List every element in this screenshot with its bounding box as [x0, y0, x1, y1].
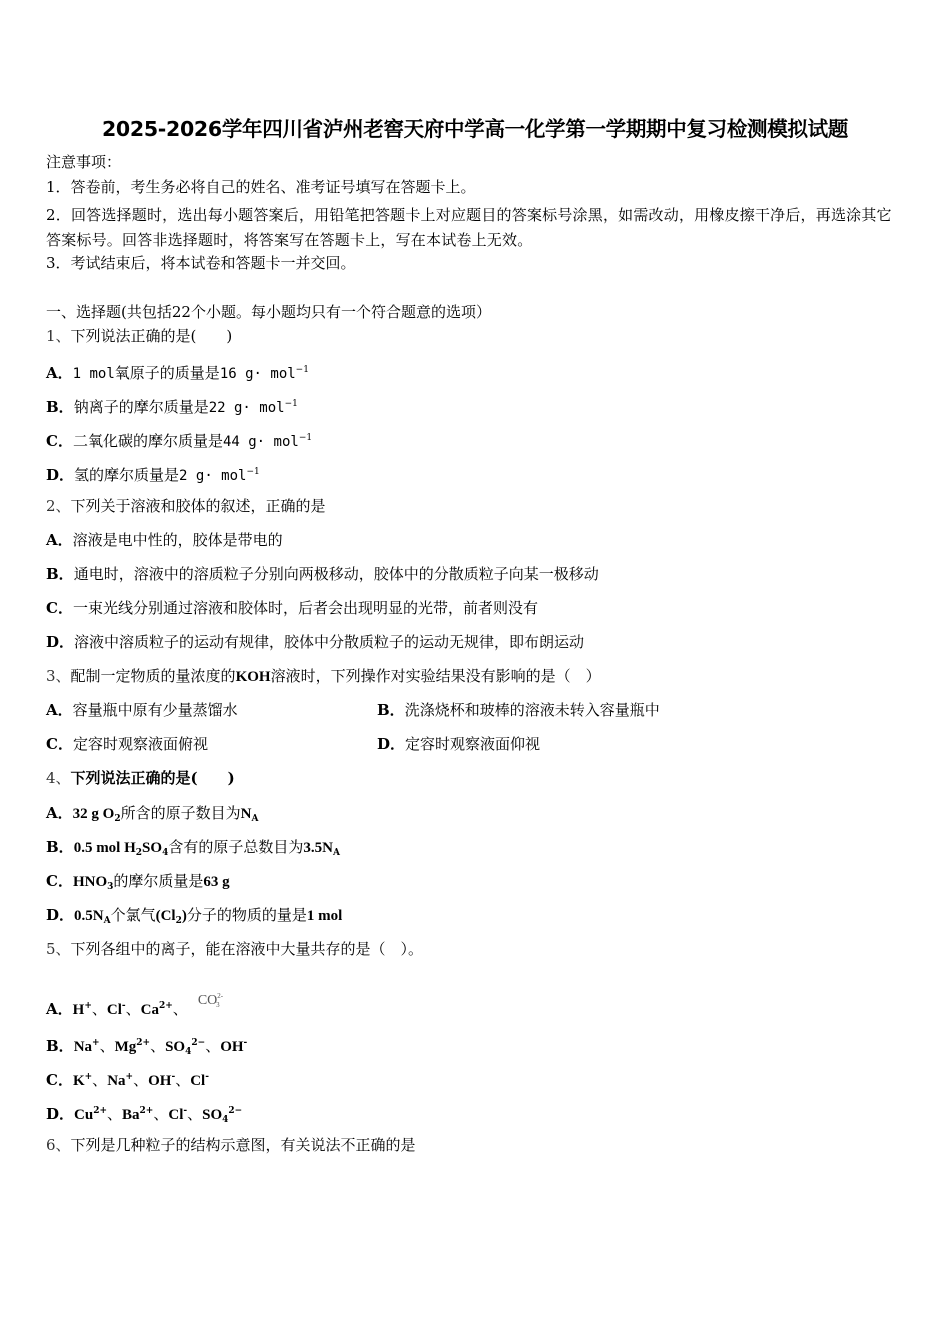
option-text: 的摩尔质量是	[113, 872, 204, 890]
separator: 、	[92, 1071, 108, 1089]
option-text: 容量瓶中原有少量蒸馏水	[72, 701, 238, 719]
ion: Mg	[114, 1039, 137, 1055]
separator: 、	[133, 1071, 149, 1089]
charge: 2-	[217, 992, 224, 1000]
option-label: C．	[46, 599, 73, 617]
ion: OH	[220, 1039, 244, 1055]
question-5-stem	[46, 939, 423, 959]
option-label: B．	[46, 398, 74, 416]
option-label: A．	[46, 531, 73, 549]
charge: -	[121, 1001, 126, 1011]
carbonate-ion-image	[197, 986, 224, 1015]
charge: -	[243, 1038, 248, 1048]
charge: 2+	[158, 1001, 173, 1011]
option-value: 16 g· mol	[219, 366, 296, 382]
option-label: A．	[46, 804, 73, 822]
option-text: 溶液是电中性的，胶体是带电的	[72, 531, 283, 549]
question-3-option-b	[377, 700, 660, 720]
question-4-option-c	[46, 871, 230, 897]
separator: 、	[150, 1037, 166, 1055]
charge: 2+	[93, 1106, 108, 1116]
ion: K	[72, 1073, 85, 1089]
option-label: D．	[46, 633, 75, 651]
question-2-stem	[46, 496, 326, 516]
option-label: A．	[46, 701, 73, 719]
separator: 、	[91, 1000, 107, 1018]
question-4-stem	[46, 768, 235, 788]
question-2-option-c	[46, 598, 538, 618]
question-2-option-d	[46, 632, 584, 652]
formula: SO	[142, 840, 163, 856]
option-label: C．	[46, 735, 73, 753]
question-number: 2、	[46, 497, 71, 515]
charge: 2−	[191, 1038, 206, 1048]
option-label: D．	[377, 735, 406, 753]
separator: 、	[153, 1105, 169, 1123]
option-text: 钠离子的摩尔质量是	[73, 398, 209, 416]
superscript: −1	[298, 433, 313, 443]
subscript: 2	[114, 814, 121, 824]
separator: 、	[125, 1000, 141, 1018]
charge: 2+	[139, 1106, 154, 1116]
option-label: C．	[46, 872, 73, 890]
charge: 2−	[228, 1106, 243, 1116]
subscript: 3	[107, 882, 114, 892]
ion: SO	[202, 1107, 223, 1123]
charge: -	[171, 1072, 176, 1082]
option-label: C．	[46, 1071, 73, 1089]
option-text: 定容时观察液面仰视	[405, 735, 541, 753]
separator: 、	[205, 1037, 221, 1055]
question-number: 3、	[46, 667, 71, 685]
question-number: 1、	[46, 327, 71, 345]
subscript: 3	[216, 1001, 220, 1009]
question-1-stem	[46, 326, 232, 346]
option-text: 氢的摩尔质量是	[74, 466, 180, 484]
question-5-option-c	[46, 1067, 209, 1091]
question-text: 下列说法正确的是( )	[70, 327, 233, 345]
ion: Cl	[106, 1002, 122, 1018]
ion: Cl	[190, 1073, 206, 1089]
subscript: 4	[162, 848, 169, 858]
subscript: A	[251, 814, 259, 824]
ion: Ba	[122, 1107, 140, 1123]
notice-item: 1．答卷前，考生务必将自己的姓名、准考证号填写在答题卡上。	[46, 178, 476, 196]
question-text: 下列各组中的离子，能在溶液中大量共存的是（ ）。	[70, 940, 424, 958]
formula: KOH	[235, 669, 271, 685]
option-text: 洗涤烧杯和玻棒的溶液未转入容量瓶中	[404, 701, 660, 719]
charge: +	[125, 1072, 134, 1082]
formula: 0.5 mol H	[73, 840, 136, 856]
charge: 2+	[136, 1038, 151, 1048]
question-4-option-d	[46, 905, 342, 931]
superscript: −1	[246, 467, 260, 477]
question-text: 溶液时，下列操作对实验结果没有影响的是（ ）	[270, 667, 601, 685]
formula: 0.5N	[74, 908, 104, 924]
question-3-option-a	[46, 700, 238, 720]
ion: Na	[107, 1073, 126, 1089]
option-label: B．	[46, 565, 74, 583]
formula: 1 mol	[306, 908, 343, 924]
separator: 、	[172, 1000, 188, 1018]
ion: Cl	[168, 1107, 184, 1123]
option-label: A．	[46, 1000, 73, 1018]
option-text: 溶液中溶质粒子的运动有规律，胶体中分散质粒子的运动无规律，即布朗运动	[74, 633, 585, 651]
separator: 、	[107, 1105, 123, 1123]
formula: 63 g	[203, 874, 230, 890]
question-5-option-d	[46, 1101, 242, 1130]
question-5-option-a	[46, 986, 224, 1020]
subscript: 2	[175, 916, 182, 926]
option-text: 个氯气	[110, 906, 156, 924]
option-label: D．	[46, 906, 75, 924]
subscript: A	[103, 916, 111, 926]
option-value: 44 g· mol	[222, 434, 299, 450]
question-2-option-b	[46, 564, 599, 584]
charge: -	[205, 1072, 209, 1082]
option-label: B．	[46, 1037, 74, 1055]
formula: (Cl	[155, 908, 176, 924]
formula: )	[181, 908, 187, 924]
charge: +	[84, 1001, 92, 1011]
superscript: −1	[284, 399, 298, 409]
option-label: B．	[46, 838, 74, 856]
option-text: 二氧化碳的摩尔质量是	[72, 432, 223, 450]
separator: 、	[187, 1105, 203, 1123]
option-label: D．	[46, 1105, 75, 1123]
ion: Cu	[74, 1107, 94, 1123]
option-unit: 1 mol	[72, 366, 115, 382]
question-3-option-c	[46, 734, 208, 754]
formula: N	[240, 806, 252, 822]
option-text: 通电时，溶液中的溶质粒子分别向两极移动，胶体中的分散质粒子向某一极移动	[73, 565, 599, 583]
option-value: 2 g· mol	[179, 468, 247, 484]
question-1-option-a	[46, 360, 309, 384]
question-number: 6、	[46, 1136, 71, 1154]
ion: SO	[165, 1039, 186, 1055]
superscript: −1	[295, 365, 309, 375]
separator: 、	[99, 1037, 115, 1055]
ion: H	[72, 1002, 85, 1018]
question-number: 4、	[46, 769, 71, 787]
subscript: 4	[222, 1115, 229, 1125]
ion: CO	[197, 993, 218, 1008]
question-4-option-a	[46, 803, 258, 829]
formula: HNO	[72, 874, 108, 890]
question-text: 下列关于溶液和胶体的叙述，正确的是	[70, 497, 326, 515]
question-1-option-b	[46, 394, 298, 418]
separator: 、	[175, 1071, 191, 1089]
section-heading: 一、选择题(共包括22个小题。每小题均只有一个符合题意的选项）	[46, 303, 491, 321]
option-label: B．	[377, 701, 405, 719]
notice-item: 3．考试结束后，将本试卷和答题卡一并交回。	[46, 254, 356, 272]
subscript: A	[332, 848, 340, 858]
question-6-stem	[46, 1135, 416, 1155]
notice-heading: 注意事项：	[46, 153, 122, 171]
option-text: 分子的物质的量是	[186, 906, 307, 924]
subscript: 2	[135, 848, 143, 858]
option-text: 定容时观察液面俯视	[72, 735, 208, 753]
question-1-option-c	[46, 428, 312, 452]
question-1-option-d	[46, 462, 260, 486]
option-label: D．	[46, 466, 75, 484]
notice-item: 2．回答选择题时，选出每小题答案后，用铅笔把答题卡上对应题目的答案标号涂黑，如需改动，用橡皮擦干净后，再选涂其它答案标号。回答非选择题时，将答案写在答题卡上，写在本试卷上无效。	[46, 206, 892, 249]
option-value: 22 g· mol	[208, 400, 285, 416]
question-5-option-b	[46, 1033, 247, 1062]
question-2-option-a	[46, 530, 283, 550]
ion: OH	[148, 1073, 172, 1089]
charge: +	[84, 1072, 93, 1082]
page-title: 2025-2026学年四川省泸州老窖天府中学高一化学第一学期期中复习检测模拟试题	[101, 117, 849, 141]
option-text: 含有的原子总数目为	[168, 838, 304, 856]
question-3-option-d	[377, 734, 540, 754]
option-text: 所含的原子数目为	[120, 804, 241, 822]
subscript: 4	[185, 1047, 192, 1057]
option-text: 氧原子的质量是	[114, 364, 220, 382]
question-3-stem	[46, 666, 601, 687]
charge: -	[183, 1106, 188, 1116]
formula: 3.5N	[303, 840, 333, 856]
ion: Ca	[140, 1002, 159, 1018]
option-label: C．	[46, 432, 73, 450]
option-label: A．	[46, 364, 73, 382]
charge: +	[92, 1038, 100, 1048]
formula: 32 g O	[72, 806, 115, 822]
question-text: 下列说法正确的是( )	[70, 769, 235, 787]
option-text: 一束光线分别通过溶液和胶体时，后者会出现明显的光带，前者则没有	[72, 599, 538, 617]
ion: Na	[73, 1039, 93, 1055]
question-text: 配制一定物质的量浓度的	[70, 667, 236, 685]
question-number: 5、	[46, 940, 71, 958]
question-4-option-b	[46, 837, 340, 863]
question-text: 下列是几种粒子的结构示意图，有关说法不正确的是	[70, 1136, 416, 1154]
